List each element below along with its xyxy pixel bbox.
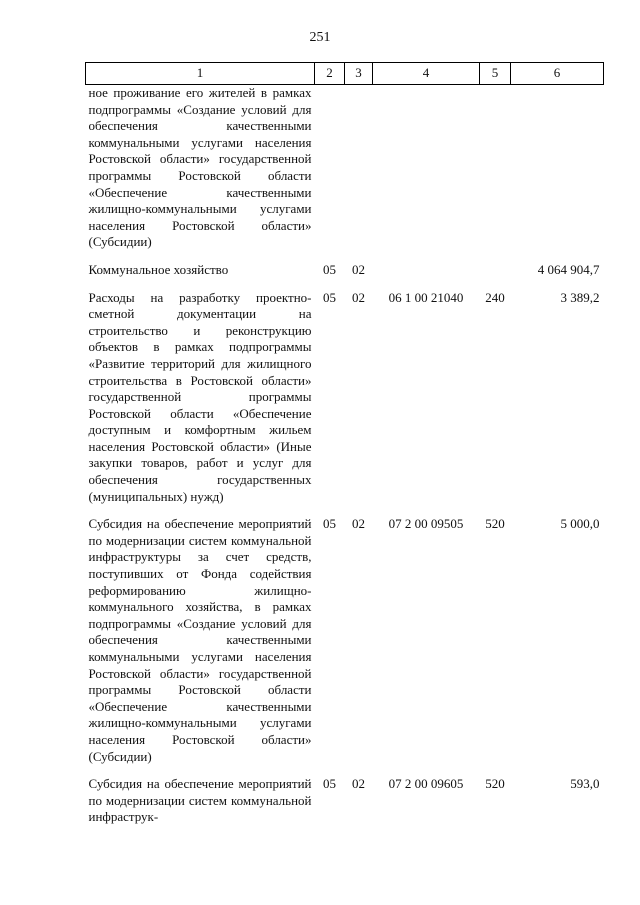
- row-amount: 593,0: [570, 776, 600, 792]
- row-target-code: [373, 85, 480, 262]
- row-target-code: 07 2 00 09505: [388, 516, 464, 532]
- row-description: Коммунальное хозяйство: [88, 261, 229, 277]
- row-description: ное проживание его жителей в рамках подпрограммы «Создание условий для обеспечения качественными коммунальными услугами населения Ростовской области» государственной программы Ростовской области «Обеспечение качественными жилищно-коммунальными услугами населения Ростовской области» (Субсидии): [88, 85, 312, 250]
- row-section: 05: [323, 516, 336, 532]
- row-subsection: 02: [352, 776, 365, 792]
- table-row: [86, 290, 604, 517]
- row-description: Субсидия на обеспечение мероприятий по модернизации систем коммунальной инфраструк-: [88, 776, 312, 825]
- row-section: 05: [323, 776, 336, 792]
- row-subsection: 02: [352, 289, 365, 305]
- row-expense-type: 520: [485, 516, 505, 532]
- row-section: 05: [323, 289, 336, 305]
- column-header-2: 2: [315, 63, 345, 85]
- row-amount: [511, 85, 604, 262]
- row-description: Субсидия на обеспечение мероприятий по модернизации систем коммунальной инфраструктуры за счет средств, поступивших от Фонда содействия реформированию жилищно-коммунального хозяйства, в рамках подпрограммы «Создание условий для обеспечения качественными коммунальными услугами населения Ростовской области» государственной программы Ростовской области «Обеспечение качественными жилищно-коммунальными услугами населения Ростовской области» (Субсидии): [88, 516, 312, 764]
- row-expense-type: 520: [485, 776, 505, 792]
- row-amount: 3 389,2: [560, 289, 600, 305]
- row-expense-type: 240: [485, 289, 505, 305]
- table-row: [86, 516, 604, 776]
- row-target-code: 07 2 00 09605: [388, 776, 464, 792]
- header-row: [86, 63, 604, 85]
- column-header-3: 3: [345, 63, 373, 85]
- table-row: [86, 262, 604, 290]
- table-row: [86, 85, 604, 262]
- budget-table: [85, 62, 604, 837]
- row-target-code: 06 1 00 21040: [388, 289, 464, 305]
- column-header-1: 1: [86, 63, 315, 85]
- row-subsection: [345, 85, 373, 262]
- row-subsection: 02: [352, 516, 365, 532]
- column-header-5: 5: [480, 63, 511, 85]
- page-number: 251: [309, 30, 331, 45]
- row-amount: 5 000,0: [560, 516, 600, 532]
- row-target-code: [373, 262, 480, 290]
- table-row: [86, 776, 604, 837]
- row-expense-type: [480, 85, 511, 262]
- row-description: Расходы на разработку проектно-сметной документации на строительство и реконструкцию объектов в рамках подпрограммы «Развитие территорий для жилищного строительства в Ростовской области» государственной программы Ростовской области «Обеспечение доступным и комфортным жильем населения Ростовской области» (Иные закупки товаров, работ и услуг для обеспечения государственных (муниципальных) нужд): [88, 289, 312, 504]
- row-section: 05: [323, 261, 336, 277]
- column-header-4: 4: [373, 63, 480, 85]
- table-header: [86, 63, 604, 85]
- row-section: [315, 85, 345, 262]
- row-subsection: 02: [352, 261, 365, 277]
- row-amount: 4 064 904,7: [537, 261, 600, 277]
- row-expense-type: [480, 262, 511, 290]
- table-body: [86, 85, 604, 837]
- column-header-6: 6: [511, 63, 604, 85]
